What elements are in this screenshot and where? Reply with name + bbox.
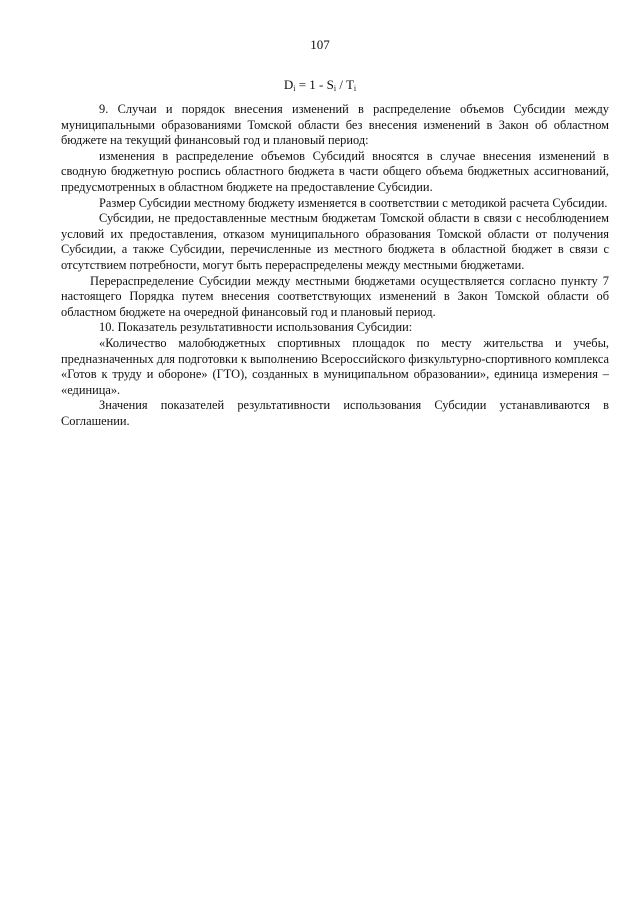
formula-subscript: i <box>293 84 296 93</box>
paragraph-9-changes: изменения в распределение объемов Субсидий вносятся в случае внесения изменений в сводную бюджетную роспись областного бюджета в части общего объема бюджетных ассигнований, предусмотренных в областном бюджете на предоставление Субсидии. <box>61 148 609 194</box>
paragraph-9-unused: Субсидии, не предоставленные местным бюджетам Томской области в связи с несоблюдением условий их предоставления, отказом муниципального образования Томской области от получения Субсидии, а также Субсидии, перечисленные из местного бюджета в областной бюджет в связи с отсутствием потребности, могут быть перераспределены между местными бюджетами. <box>61 211 609 272</box>
paragraph-9-intro: 9. Случаи и порядок внесения изменений в распределение объемов Субсидии между муниципальными образованиями Томской области без внесения изменений в Закон об областном бюджете на текущий финансовый год и плановый период: <box>61 102 609 148</box>
paragraph-9-redistribution: Перераспределение Субсидии между местными бюджетами осуществляется согласно пункту 7 настоящего Порядка путем внесения соответствующих изменений в Закон Томской области об областном бюджете на очередной финансовый год и плановый период. <box>61 273 609 319</box>
formula-subscript: i <box>353 84 357 93</box>
formula-divide: / T <box>336 77 354 92</box>
paragraph-10-heading: 10. Показатель результативности использования Субсидии: <box>99 320 413 335</box>
formula-subscript: i <box>333 84 337 93</box>
formula-equals: = 1 - S <box>295 77 334 92</box>
page-number: 107 <box>310 37 330 52</box>
paragraph-10-indicator: «Количество малобюджетных спортивных площадок по месту жительства и учебы, предназначенных для подготовки к выполнению Всероссийского физкультурно-спортивного комплекса «Готов к труду и обороне» (ГТО), созданных в муниципальном образовании», единица измерения – «единица». <box>61 335 609 397</box>
formula-d: D <box>283 77 294 92</box>
body-text <box>61 102 609 429</box>
paragraph-10-values: Значения показателей результативности использования Субсидии устанавливаются в Соглашении. <box>61 398 609 428</box>
paragraph-9-size: Размер Субсидии местному бюджету изменяется в соответствии с методикой расчета Субсидии. <box>99 195 608 210</box>
formula <box>0 77 640 93</box>
